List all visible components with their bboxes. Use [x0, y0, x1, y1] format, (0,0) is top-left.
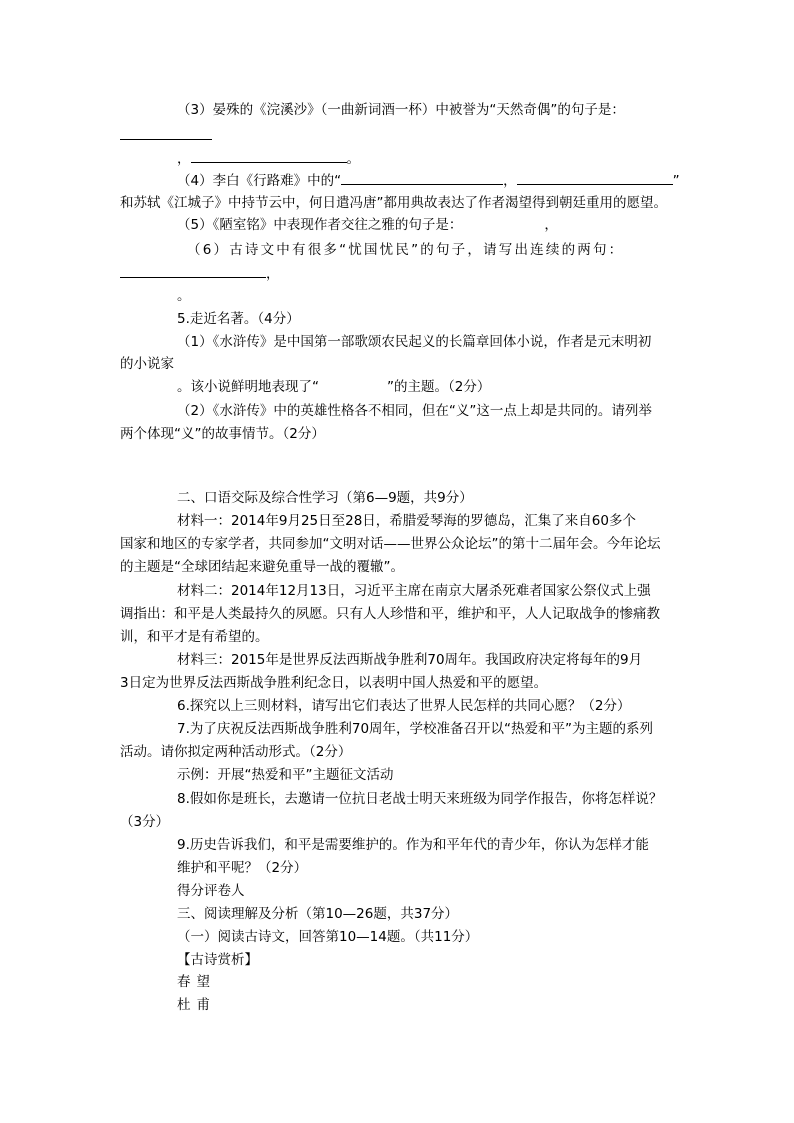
q4-question: （4）李白《行路难》中的“ ， ” [177, 173, 680, 189]
question6: 6.探究以上三则材料，请写出它们表达了世界人民怎样的共同心愿？（2分） [177, 698, 631, 714]
question9-line2: 维护和平呢？（2分） [177, 860, 308, 876]
question7-line2: 活动。请你拟定两种活动形式。（2分） [120, 744, 352, 760]
material2-line2: 调指出：和平是人类最持久的夙愿。只有人人珍惜和平，维护和平，人人记取战争的惨痛教 [120, 606, 660, 622]
poem-title: 春望 [177, 974, 216, 990]
section5-p2-line2: 两个体现“义”的故事情节。（2分） [120, 426, 325, 442]
q6-question: （6）古诗文中有很多“忧国忧民”的句子，请写出连续的两句： [187, 242, 625, 258]
material2-line1: 材料二：2014年12月13日，习近平主席在南京大屠杀死难者国家公祭仪式上强 [177, 583, 651, 599]
part3-subsection1: （一）阅读古诗文，回答第10—14题。（共11分） [177, 929, 479, 945]
part3-title: 三、阅读理解及分析（第10—26题，共37分） [177, 906, 459, 922]
poem-section-heading: 【古诗赏析】 [177, 952, 258, 968]
q4-continuation: 和苏轼《江城子》中持节云中，何日遣冯唐”都用典故表达了作者渴望得到朝廷重用的愿望。 [120, 195, 667, 211]
q5-question: （5）《陋室铭》中表现作者交往之雅的句子是： ， [177, 217, 558, 233]
q3-blank-line: ， 。 [177, 151, 360, 167]
q6-period: 。 [177, 288, 191, 304]
section5-p1-line1: （1）《水浒传》是中国第一部歌颂农民起义的长篇章回体小说，作者是元末明初 [177, 334, 652, 350]
section5-p1-line3: 。该小说鲜明地表现了“ ”的主题。（2分） [177, 379, 491, 395]
section5-p2-line1: （2）《水浒传》中的英雄性格各不相同，但在“义”这一点上却是共同的。请列举 [177, 403, 652, 419]
score-grader-label: 得分评卷人 [177, 883, 245, 899]
question7-line1: 7.为了庆祝反法西斯战争胜利70周年，学校准备召开以“热爱和平”为主题的系列 [177, 721, 654, 737]
question9-line1: 9.历史告诉我们，和平是需要维护的。作为和平年代的青少年，你认为怎样才能 [177, 837, 649, 853]
material1-line3: 的主题是“全球团结起来避免重导一战的覆辙”。 [120, 559, 404, 575]
question8-line2: （3分） [120, 814, 170, 830]
poem-author: 杜甫 [177, 997, 216, 1013]
section5-title: 5.走近名著。（4分） [177, 311, 300, 327]
material1-line1: 材料一：2014年9月25日至28日，希腊爱琴海的罗德岛，汇集了来自60多个 [177, 513, 636, 529]
question7-example: 示例：开展“热爱和平”主题征文活动 [177, 767, 394, 783]
part2-title: 二、口语交际及综合性学习（第6—9题，共9分） [177, 490, 473, 506]
question8-line1: 8.假如你是班长，去邀请一位抗日老战士明天来班级为同学作报告，你将怎样说？ [177, 791, 663, 807]
material3-line2: 3日定为世界反法西斯战争胜利纪念日，以表明中国人热爱和平的愿望。 [120, 675, 548, 691]
q6-blank-line: ， [120, 264, 280, 283]
material2-line3: 训，和平才是有希望的。 [120, 629, 269, 645]
q3-blank-1 [120, 126, 212, 145]
section5-p1-line2: 的小说家 [120, 356, 174, 372]
q3-question: （3）晏殊的《浣溪沙》（一曲新词酒一杯）中被誉为“天然奇偶”的句子是： [177, 102, 625, 118]
material3-line1: 材料三：2015年是世界反法西斯战争胜利70周年。我国政府决定将每年的9月 [177, 652, 643, 668]
material1-line2: 国家和地区的专家学者，共同参加“文明对话——世界公众论坛”的第十二届年会。今年论坛 [120, 536, 661, 552]
